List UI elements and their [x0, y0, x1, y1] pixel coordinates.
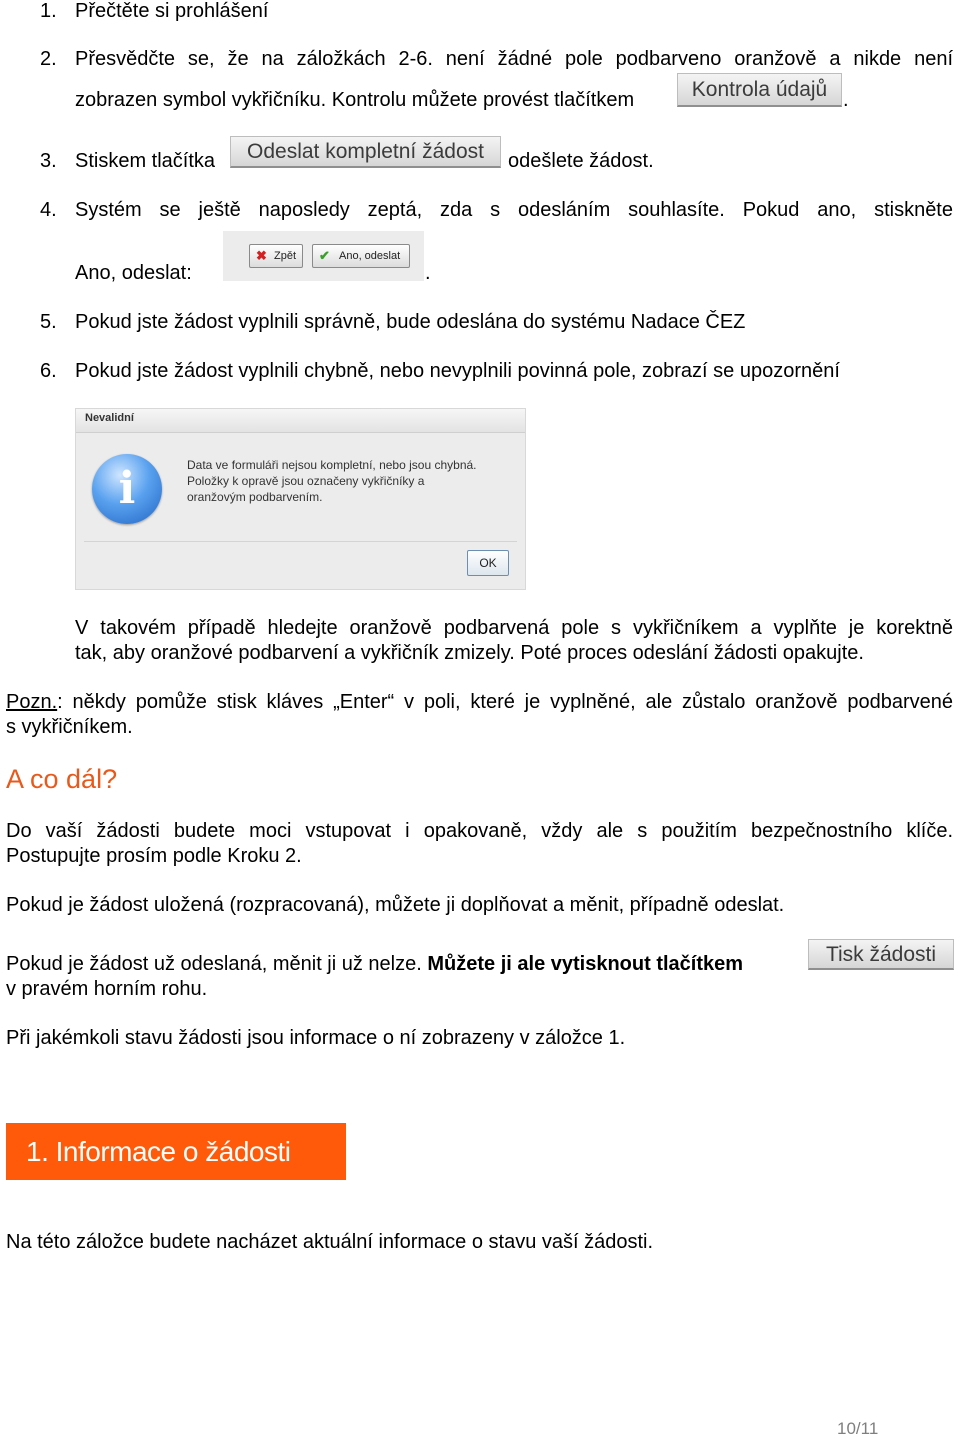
check-icon: ✔	[319, 248, 330, 263]
para-3-line-2: v pravém horním rohu.	[6, 978, 208, 1000]
page-number: 10/11	[837, 1419, 879, 1438]
para-5: Na této záložce budete nacházet aktuální informace o stavu vaší žádosti.	[6, 1231, 654, 1253]
step-2-period: .	[843, 89, 849, 111]
odeslat-kompletni-zadost-button[interactable]: Odeslat kompletní žádost	[230, 136, 501, 168]
step-5-text: Pokud jste žádost vyplnili správně, bude odeslána do systému Nadace ČEZ	[75, 311, 746, 333]
dialog-divider	[84, 541, 517, 542]
step-2-line-1: Přesvědčte se, že na záložkách 2-6. není žádné pole podbarveno oranžově a nikde není	[75, 48, 953, 70]
step-4-number: 4.	[40, 199, 57, 221]
step-3-text-before: Stiskem tlačítka	[75, 150, 216, 172]
zpet-button[interactable]: ✖ Zpět	[249, 244, 303, 268]
step-4-line-2: Ano, odeslat:	[75, 262, 192, 284]
tab-informace-o-zadosti[interactable]: 1. Informace o žádosti	[6, 1123, 346, 1180]
step-4-period: .	[425, 262, 431, 284]
note-line-2: s vykřičníkem.	[6, 716, 133, 738]
step-6-text: Pokud jste žádost vyplnili chybně, nebo nevyplnili povinná pole, zobrazí se upozornění	[75, 360, 840, 382]
step-2-number: 2.	[40, 48, 57, 70]
step-1-text: Přečtěte si prohlášení	[75, 0, 269, 22]
step-5-number: 5.	[40, 311, 57, 333]
dialog-ok-button[interactable]: OK	[467, 550, 509, 576]
ano-odeslat-button[interactable]: ✔ Ano, odeslat	[312, 244, 410, 268]
invalid-dialog	[75, 408, 526, 590]
tisk-zadosti-button[interactable]: Tisk žádosti	[808, 939, 954, 970]
para-1-line-1: Do vaší žádosti budete moci vstupovat i opakovaně, vždy ale s použitím bezpečnostního klíče.	[6, 820, 953, 842]
para-4: Při jakémkoli stavu žádosti jsou informace o ní zobrazeny v záložce 1.	[6, 1027, 626, 1049]
step-1-number: 1.	[40, 0, 57, 22]
para-2: Pokud je žádost uložená (rozpracovaná), můžete ji doplňovat a měnit, případně odeslat.	[6, 894, 785, 916]
para-3-line-1: Pokud je žádost už odeslaná, měnit ji už nelze. Můžete ji ale vytisknout tlačítkem	[6, 953, 744, 975]
para-1-line-2: Postupujte prosím podle Kroku 2.	[6, 845, 302, 867]
info-icon: i	[92, 454, 162, 524]
step-4-line-1: Systém se ještě naposledy zeptá, zda s odesláním souhlasíte. Pokud ano, stiskněte	[75, 199, 953, 221]
step-2-line-2: zobrazen symbol vykřičníku. Kontrolu můžete provést tlačítkem	[75, 89, 635, 111]
step-6-number: 6.	[40, 360, 57, 382]
confirm-buttons-image	[223, 231, 424, 281]
after-dialog-line-2: tak, aby oranžové podbarvení a vykřičník zmizely. Poté proces odeslání žádosti opakujte.	[75, 642, 864, 664]
dialog-title: Nevalidní	[76, 409, 525, 433]
note-label: Pozn.	[6, 691, 58, 713]
step-3-number: 3.	[40, 150, 57, 172]
section-heading: A co dál?	[6, 764, 118, 794]
cross-icon: ✖	[256, 248, 267, 263]
note-line-1: Pozn.: někdy pomůže stisk kláves „Enter“ v poli, které je vyplněné, ale zůstalo oranžově podbarvené	[6, 691, 953, 713]
step-3-text-after: odešlete žádost.	[508, 150, 654, 172]
kontrola-udaju-button[interactable]: Kontrola údajů	[677, 73, 842, 107]
after-dialog-line-1: V takovém případě hledejte oranžově podbarvená pole s vykřičníkem a vyplňte je korektně	[75, 617, 953, 639]
dialog-message: Data ve formuláři nejsou kompletní, nebo jsou chybná. Položky k opravě jsou označeny vykřičníky a oranžovým podbarvením.	[187, 458, 477, 504]
